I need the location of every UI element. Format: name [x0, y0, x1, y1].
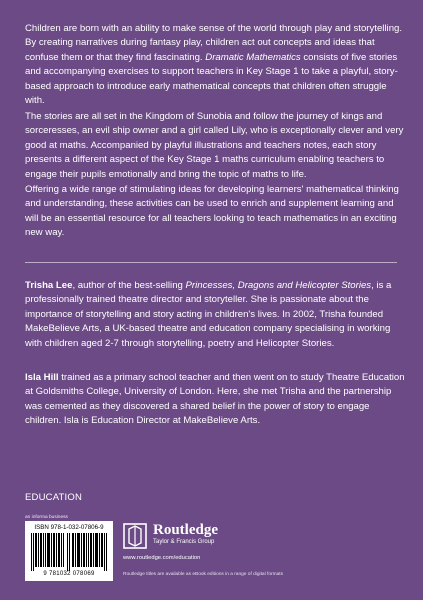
imprint-note: an informa business: [25, 515, 68, 520]
publisher-group: Taylor & Francis Group: [153, 539, 215, 545]
blurb-paragraph-3: Offering a wide range of stimulating ideas for developing learners' mathematical thinking and understanding, these activities can be used to enrich and supplement learning and will be an essential resource for all teachers looking to teach mathematics in an exciting new way.: [25, 184, 399, 239]
blurb-p1-intro: Children are born with an ability to make sense of the world through play and storytelling. By creating narratives during fantasy play, children act out concepts and ideas that confuse them or that they find fascinating.: [25, 23, 403, 63]
publisher-url[interactable]: www.routledge.com/education: [123, 555, 201, 561]
author-name-isla-hill: Isla Hill: [25, 372, 59, 383]
routledge-logo-icon: [123, 523, 147, 549]
publisher-logo: [123, 521, 273, 555]
author-name-trisha-lee: Trisha Lee: [25, 280, 73, 291]
barcode-panel: [25, 521, 113, 581]
bio-lee-book-title: Princesses, Dragons and Helicopter Stories: [185, 280, 372, 291]
author-bio-isla-hill: [25, 371, 405, 429]
ebook-note: Routledge titles are available as eBook editions in a range of digital formats: [123, 572, 283, 577]
bio-lee-part-a: , author of the best-selling: [72, 280, 186, 291]
blurb-paragraph-1: [25, 22, 405, 108]
section-divider: [25, 262, 397, 263]
barcode-icon: [31, 533, 107, 571]
author-bio-trisha-lee: [25, 279, 405, 351]
blurb-paragraph-2: The stories are all set in the Kingdom of Sunobia and follow the journey of kings and sorceresses, an evil ship owner and a girl called Lily, who is exceptionally clever and very good at maths. Accompanied by playful illustrations and teachers notes, each story presents a different aspect of the Key Stage 1 maths curriculum enabling teachers to engage their pupils emotionally and bring the topic of maths to life.: [25, 111, 404, 180]
book-title-italic: Dramatic Mathematics: [205, 51, 301, 63]
subject-category: EDUCATION: [25, 492, 83, 503]
barcode-number: 9 781032 078069: [43, 571, 95, 577]
bio-lee-part-b: , is a professionally trained theatre director and storyteller. She is passionate about the importance of storytelling and story acting in children's lives. In 2002, Trisha founded MakeBelieve Arts, a UK-based theatre and education company specialising in working with children aged 2-7 through storytelling, poetry and Helicopter Stories.: [25, 280, 392, 349]
isbn-label: ISBN 978-1-032-07806-9: [34, 524, 104, 531]
blurb-p1-rest: consists of five stories and accompanying exercises to support teachers in Key Stage 1 to take a playful, story-based approach to introduce early mathematical concepts that children often struggle with.: [25, 51, 398, 107]
bio-hill-text: trained as a primary school teacher and then went on to study Theatre Education at Goldsmiths College, University of London. Here, she met Trisha and the partnership was cemented as they discovered a shared belief in the power of story to engage children. Isla is Education Director at MakeBelieve Arts.: [25, 372, 405, 427]
publisher-name: Routledge: [153, 522, 218, 538]
